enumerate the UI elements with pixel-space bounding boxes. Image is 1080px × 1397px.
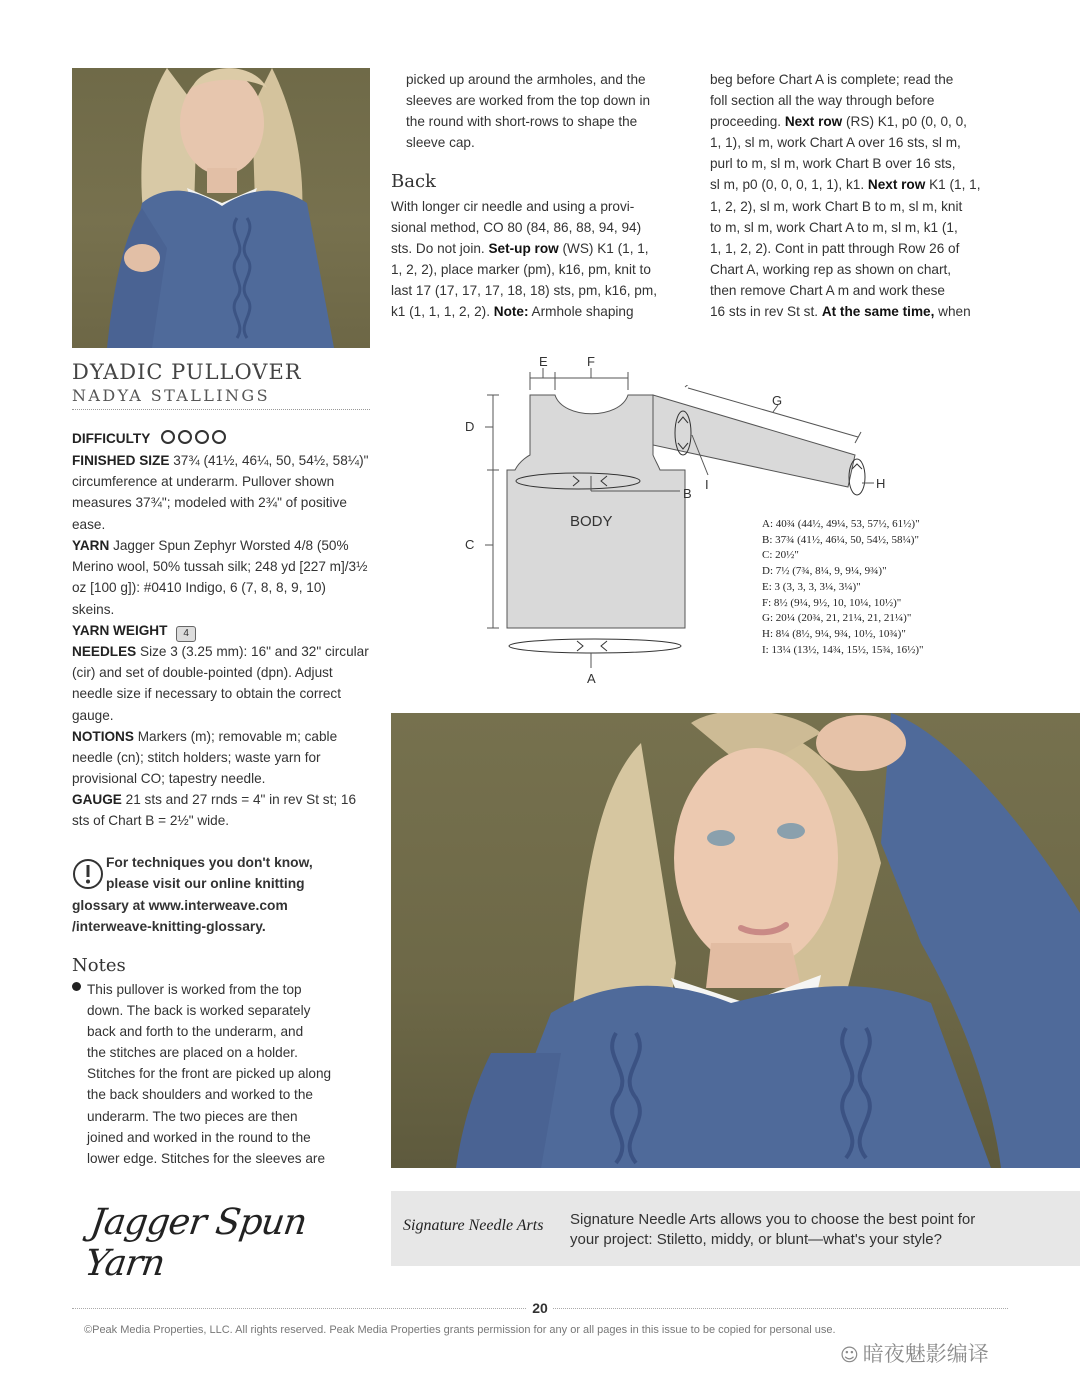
back-line-bold: Next row xyxy=(867,177,926,193)
intro-line: sleeve cap. xyxy=(406,135,475,151)
signature-needle-arts-logo: Signature Needle Arts xyxy=(403,1217,544,1234)
back-heading: Back xyxy=(391,171,436,192)
jagger-spun-logo xyxy=(82,1202,358,1284)
back-line xyxy=(391,238,691,259)
notes-line: lower edge. Stitches for the sleeves are xyxy=(87,1150,326,1166)
back-line-text: 1, 2, 2), sl m, work Chart B to m, sl m, knit xyxy=(710,198,963,214)
back-line xyxy=(391,280,691,301)
measurement-line: E: 3 (3, 3, 3, 3¼, 3¼)" xyxy=(762,580,861,593)
finished-size-text: 37¾ (41½, 46¼, 50, 54½, 58¼)" circumference at underarm. Pullover shown measures 37¾"; modeled with 2¾" of positive ease. xyxy=(72,453,369,532)
back-line xyxy=(710,174,1010,195)
jagger-spun-logo-text: Jagger Spun Yarn xyxy=(82,1202,309,1284)
notes-line: underarm. The two pieces are then xyxy=(87,1108,298,1124)
back-line xyxy=(710,111,1010,132)
back-instructions-continued xyxy=(710,69,1010,322)
yarn-label: YARN xyxy=(72,538,110,553)
measurement-line: C: 20½" xyxy=(762,549,799,562)
back-line-text: sional method, CO 80 (84, 86, 88, 94, 94) xyxy=(391,220,642,236)
back-line-text: sts. Do not join. xyxy=(391,241,489,257)
measurement-line: G: 20¼ (20¾, 21, 21¼, 21, 21¼)" xyxy=(762,612,912,625)
yarn-text: Jagger Spun Zephyr Worsted 4/8 (50% Merino wool, 50% tussah silk; 248 yd [227 m]/3½ oz [100 g]): #0410 Indigo, 6 (7, 8, 8, 9, 10) skeins. xyxy=(72,538,368,617)
gauge xyxy=(72,789,370,831)
back-instructions xyxy=(391,196,691,323)
back-line-text: beg before Chart A is complete; read the xyxy=(710,72,954,87)
back-line-text: when xyxy=(934,304,971,320)
notes-line: back and forth to the underarm, and xyxy=(87,1024,304,1040)
back-line-text: sl m, p0 (0, 0, 0, 1, 1), k1. xyxy=(710,177,868,193)
back-line-text: Chart A, working rep as shown on chart, xyxy=(710,261,952,277)
yarn-weight xyxy=(72,620,370,642)
back-line xyxy=(391,301,691,322)
back-line-text: Armhole shaping xyxy=(528,304,634,320)
back-line-text: (RS) K1, p0 (0, 0, 0, xyxy=(842,114,967,130)
back-line-bold: Note: xyxy=(493,304,529,320)
label-a: A xyxy=(587,671,596,686)
model-photo-top xyxy=(72,68,370,348)
back-line xyxy=(710,259,1010,280)
wechat-icon: ☺ xyxy=(840,1345,859,1366)
measurements-list xyxy=(762,517,1002,658)
back-line-text: to m, sl m, work Chart A to m, sl m, k1 (1, xyxy=(710,219,958,235)
notions-text: Markers (m); removable m; cable needle (cn); stitch holders; waste yarn for provisional CO; tapestry needle. xyxy=(72,729,338,787)
needles-text: Size 3 (3.25 mm): 16" and 32" circular (cir) and set of double-pointed (dpn). Adjust needle size if necessary to obtain the correct gauge. xyxy=(72,644,369,723)
back-line-text: K1 (1, 1, xyxy=(925,177,981,193)
difficulty-icon xyxy=(160,429,228,451)
page-number: 20 xyxy=(527,1300,553,1316)
back-line xyxy=(710,132,1010,153)
back-line xyxy=(710,238,1010,259)
back-line-text: last 17 (17, 17, 17, 18, 18) sts, pm, k16, pm, xyxy=(391,283,657,299)
notes-line: Stitches for the front are picked up along xyxy=(87,1066,332,1082)
label-c: C xyxy=(465,537,475,552)
back-line xyxy=(391,196,691,217)
label-f: F xyxy=(587,354,595,369)
measurement-line: I: 13¼ (13½, 14¾, 15½, 15¾, 16½)" xyxy=(762,643,924,656)
label-i: I xyxy=(705,477,709,492)
intro-continued xyxy=(406,69,696,153)
bullet-arrow-icon xyxy=(72,982,81,991)
difficulty-row xyxy=(72,428,370,451)
back-line xyxy=(710,217,1010,238)
back-line-bold: Set-up row xyxy=(488,241,559,257)
label-b: B xyxy=(683,486,692,501)
back-line xyxy=(391,217,691,238)
back-line-text: proceeding. xyxy=(710,114,785,130)
intro-line: the round with short-rows to shape the xyxy=(406,114,638,130)
ad-text xyxy=(570,1210,975,1250)
measurement-line: A: 40¾ (44½, 49¼, 53, 57½, 61½)" xyxy=(762,518,920,530)
pattern-title: DYADIC PULLOVER xyxy=(72,360,302,384)
back-line-text: With longer cir needle and using a provi- xyxy=(391,199,635,214)
needles xyxy=(72,641,370,726)
notes-line: joined and worked in the round to the xyxy=(87,1129,311,1145)
needles-label: NEEDLES xyxy=(72,644,137,659)
designer-name: NADYA STALLINGS xyxy=(72,386,270,405)
back-line xyxy=(710,153,1010,174)
back-line-text: 1, 1, 2, 2). Cont in patt through Row 26 of xyxy=(710,240,960,256)
techniques-tip xyxy=(72,852,370,937)
difficulty-label: DIFFICULTY xyxy=(72,431,151,446)
notions xyxy=(72,726,370,790)
back-line-bold: At the same time, xyxy=(821,304,935,320)
back-line xyxy=(710,280,1010,301)
label-g: G xyxy=(772,393,783,408)
title-divider xyxy=(72,409,370,410)
yarn-weight-value: 4 xyxy=(183,628,189,639)
back-line-text: purl to m, sl m, work Chart B over 16 sts, xyxy=(710,156,956,172)
finished-size-label: FINISHED SIZE xyxy=(72,453,170,468)
model-photo-main xyxy=(391,713,1080,1168)
back-line-text: 1, 2, 2), place marker (pm), k16, pm, knit to xyxy=(391,262,651,278)
measurement-line: D: 7½ (7¾, 8¼, 9, 9¼, 9¾)" xyxy=(762,565,887,578)
gauge-text: 21 sts and 27 rnds = 4" in rev St st; 16 sts of Chart B = 2½" wide. xyxy=(72,792,357,829)
notes-line: This pullover is worked from the top xyxy=(87,982,302,997)
tip-line-2: please visit our online knitting xyxy=(106,876,305,892)
back-line-text: foll section all the way through before xyxy=(710,93,935,109)
measurement-line: B: 37¾ (41½, 46¼, 50, 54½, 58¼)" xyxy=(762,533,919,546)
back-line xyxy=(710,90,1010,111)
back-line-text: 16 sts in rev St st. xyxy=(710,304,822,320)
notes-line: down. The back is worked separately xyxy=(87,1003,311,1019)
label-e: E xyxy=(539,354,548,369)
back-line-text: then remove Chart A m and work these xyxy=(710,282,945,298)
gauge-label: GAUGE xyxy=(72,792,122,807)
watermark-label: 暗夜魅影编译 xyxy=(862,1342,989,1366)
copyright-notice: ©Peak Media Properties, LLC. All rights reserved. Peak Media Properties grants permission for any or all pages in this issue to be copied for personal use. xyxy=(84,1324,836,1336)
label-d: D xyxy=(465,419,475,434)
notes-line: the back shoulders and worked to the xyxy=(87,1087,313,1103)
finished-size xyxy=(72,450,370,535)
notes-text xyxy=(87,979,377,1169)
watermark-text xyxy=(840,1338,989,1368)
notes-line: the stitches are placed on a holder. xyxy=(87,1045,298,1061)
back-line xyxy=(391,259,691,280)
tip-line-3: glossary at www.interweave.com xyxy=(72,897,288,913)
notes-heading: Notes xyxy=(72,955,126,976)
label-h: H xyxy=(876,476,886,491)
notions-label: NOTIONS xyxy=(72,729,134,744)
tip-line-1: For techniques you don't know, xyxy=(106,855,313,870)
back-line-text: 1, 1), sl m, work Chart A over 16 sts, sl m, xyxy=(710,135,961,151)
back-line-bold: Next row xyxy=(784,114,843,130)
label-body: BODY xyxy=(570,513,613,530)
back-line xyxy=(710,301,1010,322)
ad-line-2: your project: Stiletto, middy, or blunt—what's your style? xyxy=(570,1231,942,1248)
back-line-text: k1 (1, 1, 1, 2, 2). xyxy=(391,304,494,320)
measurement-line: F: 8½ (9¼, 9½, 10, 10¼, 10½)" xyxy=(762,596,902,609)
back-line xyxy=(710,69,1010,90)
ad-line-1: Signature Needle Arts allows you to choose the best point for xyxy=(570,1211,976,1228)
intro-line: picked up around the armholes, and the xyxy=(406,72,646,87)
back-line-text: (WS) K1 (1, 1, xyxy=(558,241,649,257)
yarn-weight-icon xyxy=(176,626,196,642)
yarn-weight-label: YARN WEIGHT xyxy=(72,623,168,638)
measurement-line: H: 8¼ (8½, 9¼, 9¾, 10½, 10¾)" xyxy=(762,627,906,640)
yarn xyxy=(72,535,370,620)
signature-ad-banner[interactable] xyxy=(391,1191,1080,1266)
back-line xyxy=(710,196,1010,217)
sleeve-schematic xyxy=(650,385,890,500)
intro-line: sleeves are worked from the top down in xyxy=(406,93,651,109)
tip-line-4: /interweave-knitting-glossary. xyxy=(72,918,266,934)
